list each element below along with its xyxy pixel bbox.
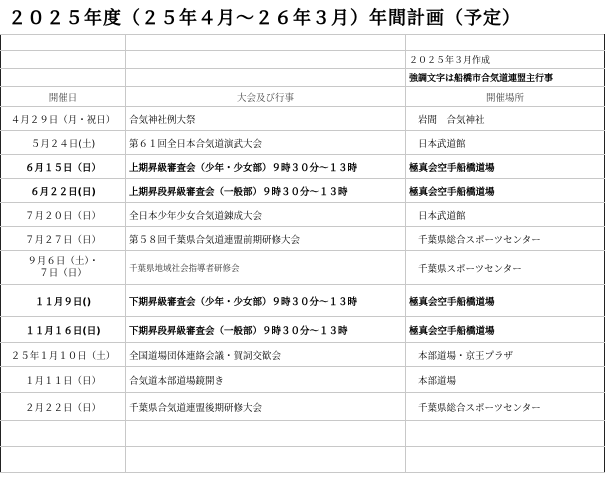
event-date: ２月２２日（日） [1, 393, 126, 421]
table-row [1, 227, 605, 251]
event-name: 千葉県合気道連盟後期研修大会 [126, 393, 406, 421]
cell [1, 51, 126, 69]
table-row [1, 317, 605, 343]
event-name: 上期昇段昇級審査会（一般部）９時３０分～１３時 [126, 179, 406, 203]
event-date: １１月９日() [1, 285, 126, 317]
cell [126, 69, 406, 87]
event-venue: 千葉県総合スポーツセンター [406, 227, 605, 251]
page-title: ２０２５年度（２５年４月～２６年３月）年間計画（予定） [8, 8, 521, 29]
schedule-table [0, 34, 605, 473]
table-row [1, 179, 605, 203]
cell [126, 51, 406, 69]
event-venue: 千葉県総合スポーツセンター [406, 393, 605, 421]
blank-row [1, 35, 605, 51]
event-date: ７月２７日（日） [1, 227, 126, 251]
event-name: 下期昇級審査会（少年・少女部）９時３０分～１３時 [126, 285, 406, 317]
event-date: ５月２４日(土) [1, 131, 126, 155]
event-name: 全国道場団体連絡会議・賀詞交歓会 [126, 343, 406, 367]
event-date: ７月２０日（日） [1, 203, 126, 227]
event-date-line1: ９月６日（土）・ [27, 255, 99, 267]
cell [126, 421, 406, 447]
cell [406, 35, 605, 51]
empty-row [1, 421, 605, 447]
event-venue: 本部道場 [406, 367, 605, 393]
cell [1, 447, 126, 473]
event-date: １月１１日（日） [1, 367, 126, 393]
event-venue: 極真会空手船橋道場 [406, 317, 605, 343]
cell [126, 447, 406, 473]
event-venue: 日本武道館 [406, 203, 605, 227]
cell [406, 447, 605, 473]
event-name: 下期昇段昇級審査会（一般部）９時３０分～１３時 [126, 317, 406, 343]
event-date-line2: ７日（日） [39, 267, 87, 279]
event-venue: 極真会空手船橋道場 [406, 179, 605, 203]
event-name: 第６１回全日本合気道演武大会 [126, 131, 406, 155]
note-row-created [1, 51, 605, 69]
cell [406, 421, 605, 447]
event-name: 千葉県地域社会指導者研修会 [126, 251, 406, 285]
table-row [1, 393, 605, 421]
cell [1, 69, 126, 87]
event-venue: 千葉県スポーツセンター [406, 251, 605, 285]
emphasis-note: 強調文字は船橋市合気道連盟主行事 [406, 69, 605, 87]
event-date: ６月２２日(日) [1, 179, 126, 203]
table-row [1, 107, 605, 131]
event-name: 全日本少年少女合気道錬成大会 [126, 203, 406, 227]
event-date [1, 251, 126, 285]
table-row [1, 203, 605, 227]
event-venue: 日本武道館 [406, 131, 605, 155]
table-header [1, 87, 605, 107]
event-date: １１月１６日(日) [1, 317, 126, 343]
created-note: ２０２５年３月作成 [406, 51, 605, 69]
event-name: 合気道本部道場鏡開き [126, 367, 406, 393]
empty-row [1, 447, 605, 473]
table-row [1, 285, 605, 317]
event-date: ６月１５日（日） [1, 155, 126, 179]
table-row [1, 131, 605, 155]
note-row-emphasis [1, 69, 605, 87]
cell [126, 35, 406, 51]
header-event: 大会及び行事 [126, 87, 406, 107]
event-name: 合気神社例大祭 [126, 107, 406, 131]
event-name: 第５８回千葉県合気道連盟前期研修大会 [126, 227, 406, 251]
table-row [1, 155, 605, 179]
header-venue: 開催場所 [406, 87, 605, 107]
cell [1, 421, 126, 447]
event-date: ２５年１月１０日（土） [1, 343, 126, 367]
event-name: 上期昇級審査会（少年・少女部）９時３０分～１３時 [126, 155, 406, 179]
event-venue: 極真会空手船橋道場 [406, 155, 605, 179]
table-row [1, 251, 605, 285]
table-row [1, 367, 605, 393]
event-venue: 極真会空手船橋道場 [406, 285, 605, 317]
event-date: ４月２９日（月・祝日） [1, 107, 126, 131]
header-date: 開催日 [1, 87, 126, 107]
event-venue: 岩間 合気神社 [406, 107, 605, 131]
table-row [1, 343, 605, 367]
event-venue: 本部道場・京王プラザ [406, 343, 605, 367]
cell [1, 35, 126, 51]
